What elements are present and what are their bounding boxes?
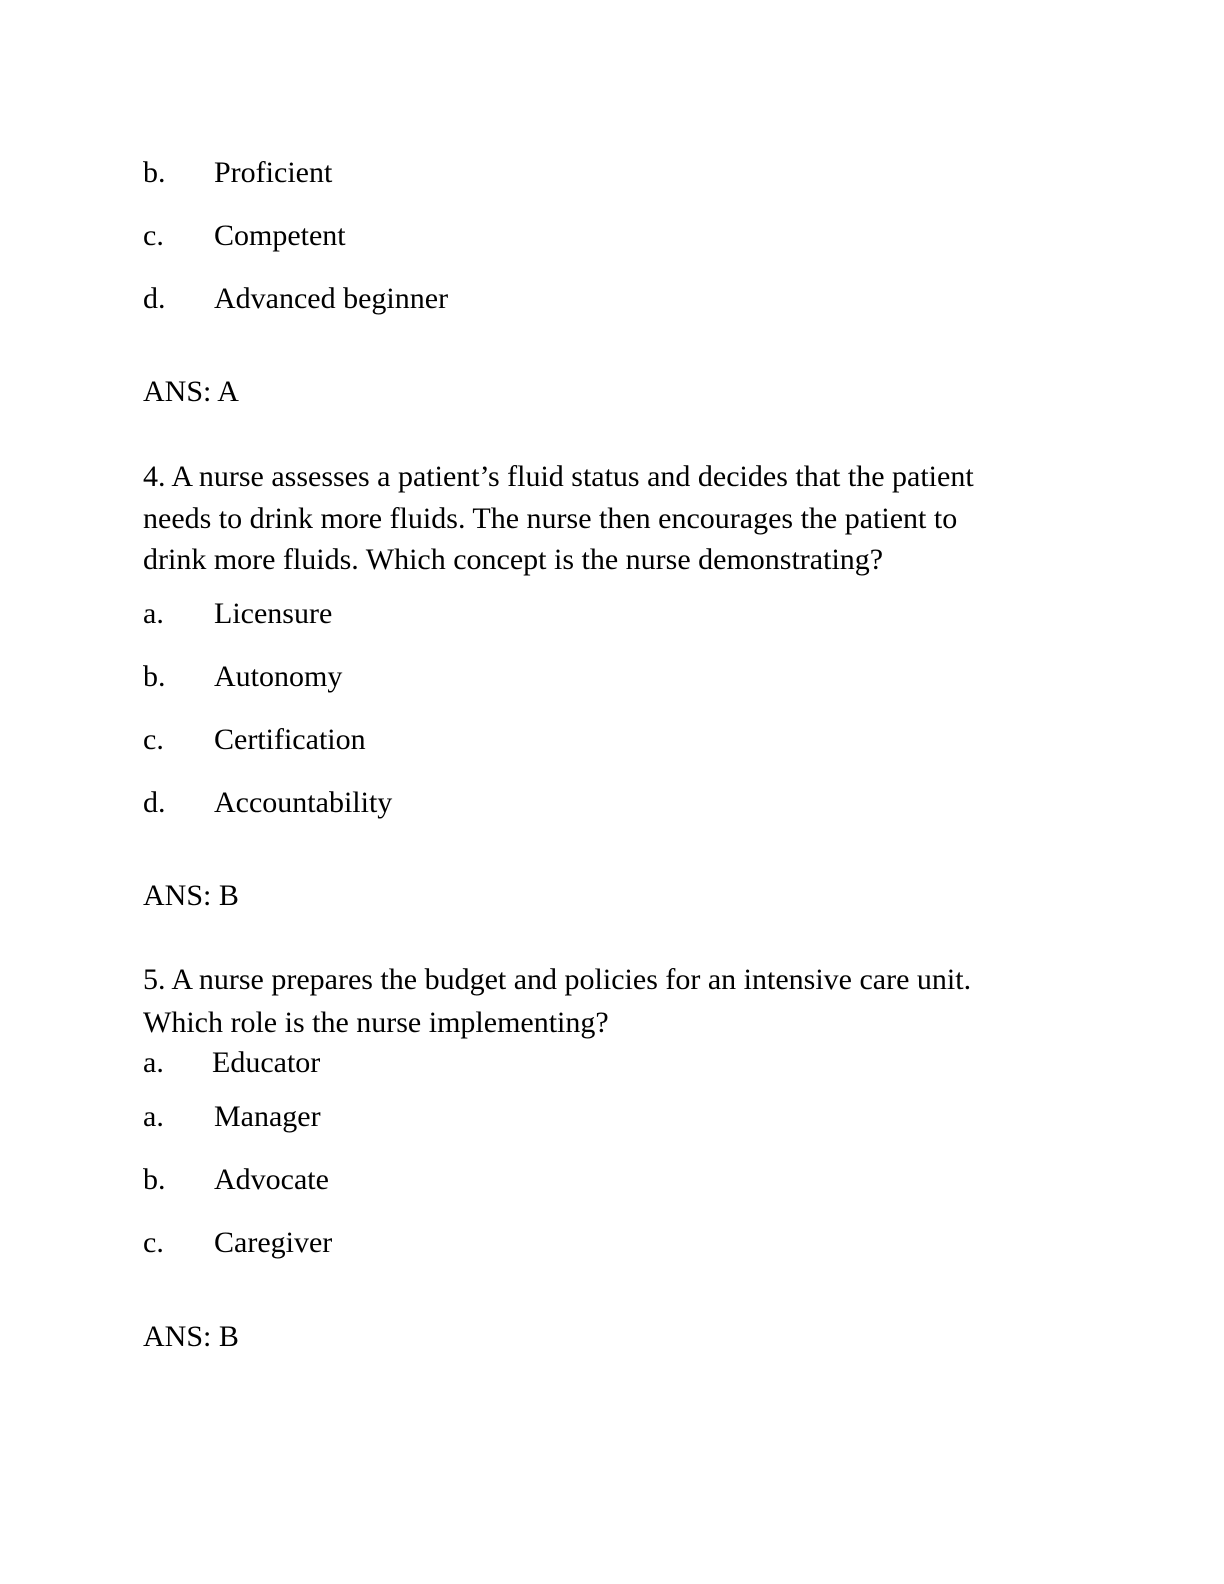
option-text: Certification bbox=[214, 723, 366, 756]
option-text: Accountability bbox=[214, 786, 393, 819]
option-letter: a. bbox=[143, 1046, 164, 1079]
option-letter: b. bbox=[143, 1163, 166, 1196]
option-letter: b. bbox=[143, 660, 166, 693]
option-text: Manager bbox=[214, 1100, 321, 1133]
option-letter: c. bbox=[143, 1226, 164, 1259]
question-5-line: 5. A nurse prepares the budget and policies for an intensive care unit. bbox=[143, 963, 972, 996]
answer-3: ANS: A bbox=[143, 375, 239, 408]
question-4-line: 4. A nurse assesses a patient’s fluid status and decides that the patient bbox=[143, 460, 974, 493]
option-letter: d. bbox=[143, 282, 166, 315]
answer-5: ANS: B bbox=[143, 1320, 239, 1353]
option-text: Caregiver bbox=[214, 1226, 333, 1259]
option-letter: d. bbox=[143, 786, 166, 819]
option-letter: a. bbox=[143, 597, 164, 630]
question-4-line: drink more fluids. Which concept is the nurse demonstrating? bbox=[143, 543, 884, 576]
option-text: Advocate bbox=[214, 1163, 329, 1196]
option-text: Proficient bbox=[214, 156, 333, 189]
answer-4: ANS: B bbox=[143, 879, 239, 912]
option-text: Competent bbox=[214, 219, 346, 252]
question-5-line: Which role is the nurse implementing? bbox=[143, 1006, 609, 1039]
option-letter: b. bbox=[143, 156, 166, 189]
question-4-line: needs to drink more fluids. The nurse then encourages the patient to bbox=[143, 502, 958, 535]
option-letter: c. bbox=[143, 219, 164, 252]
option-letter: a. bbox=[143, 1100, 164, 1133]
option-text: Advanced beginner bbox=[214, 282, 449, 315]
option-text: Educator bbox=[212, 1046, 321, 1079]
option-text: Autonomy bbox=[214, 660, 343, 693]
option-letter: c. bbox=[143, 723, 164, 756]
option-text: Licensure bbox=[214, 597, 333, 630]
